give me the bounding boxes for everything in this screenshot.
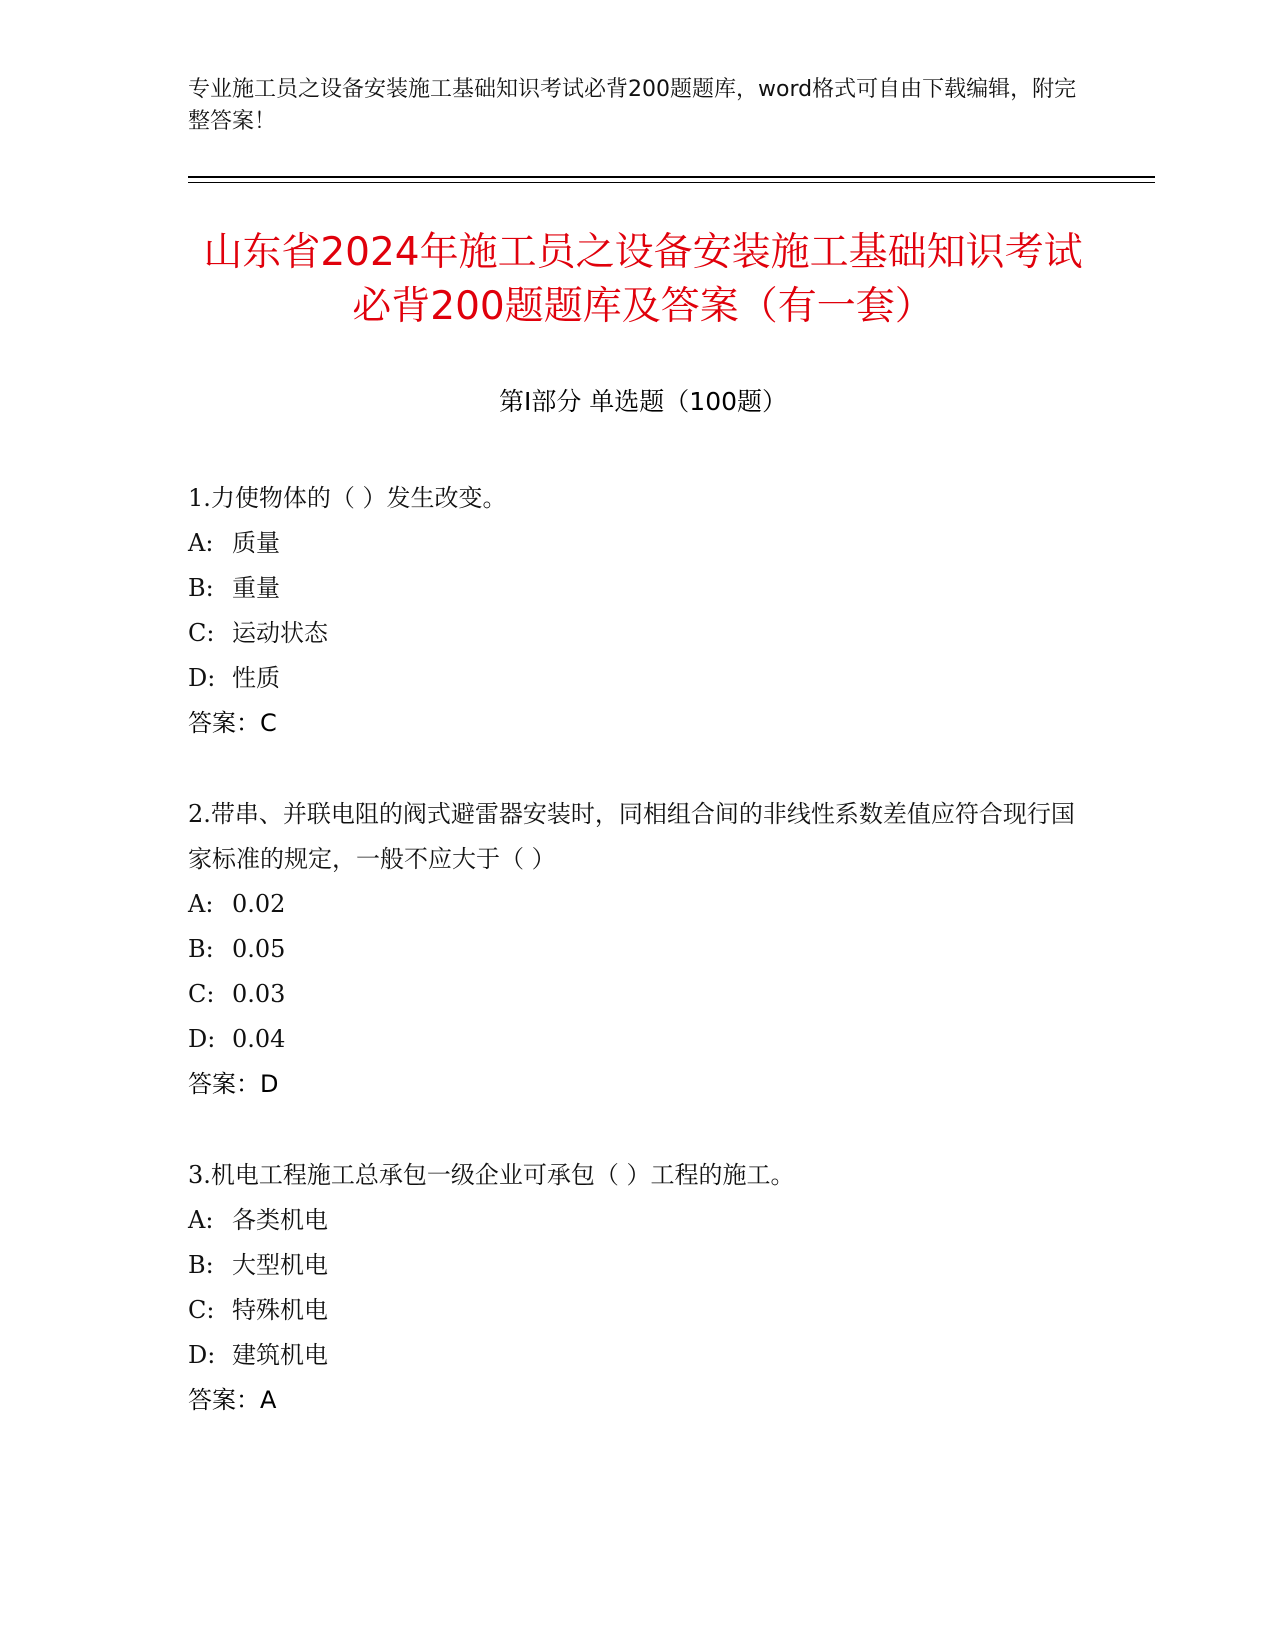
header-note: 专业施工员之设备安装施工基础知识考试必背200题题库，word格式可自由下载编辑，附完整答案！ [188,77,1077,134]
section-heading: 第I部分 单选题（100题） [498,387,788,416]
option-key: B: [188,1251,214,1279]
option-text: 各类机电 [232,1206,328,1234]
answer-label: 答案： [188,1386,260,1414]
option-key: D: [188,1025,216,1053]
answer-line [188,701,1088,746]
option-text: 0.04 [232,1025,286,1053]
question-stem: 2.带串、并联电阻的阀式避雷器安装时，同相组合间的非线性系数差值应符合现行国家标准的规定，一般不应大于（ ） [188,800,1075,873]
option-d [188,656,1088,701]
option-c [188,972,1088,1017]
question-2 [188,792,1088,1107]
option-text: 重量 [232,574,280,602]
answer-line [188,1378,1088,1423]
option-text: 0.05 [232,935,286,963]
header-divider-thick [188,176,1155,178]
option-text: 质量 [232,529,280,557]
option-d [188,1017,1088,1062]
answer-line [188,1062,1088,1107]
option-text: 0.02 [232,890,286,918]
option-c [188,1288,1088,1333]
option-key: B: [188,574,214,602]
option-text: 特殊机电 [232,1296,328,1324]
option-key: C: [188,619,215,647]
question-list [188,476,1088,1469]
option-text: 0.03 [232,980,286,1008]
answer-label: 答案： [188,1070,260,1098]
option-key: D: [188,664,216,692]
question-stem: 3.机电工程施工总承包一级企业可承包（ ）工程的施工。 [188,1161,795,1189]
option-b [188,1243,1088,1288]
option-a [188,521,1088,566]
option-key: A: [188,1206,214,1234]
answer-label: 答案： [188,709,260,737]
option-a [188,882,1088,927]
option-d [188,1333,1088,1378]
question-3 [188,1153,1088,1423]
question-stem: 1.力使物体的（ ）发生改变。 [188,484,507,512]
option-b [188,927,1088,972]
option-text: 大型机电 [232,1251,328,1279]
answer-value: A [260,1386,277,1414]
option-key: B: [188,935,214,963]
answer-value: C [260,709,277,737]
option-text: 建筑机电 [232,1341,328,1369]
option-key: C: [188,980,215,1008]
header-divider-thin [188,182,1155,183]
option-key: A: [188,890,214,918]
option-a [188,1198,1088,1243]
option-text: 性质 [232,664,280,692]
option-key: D: [188,1341,216,1369]
option-c [188,611,1088,656]
option-key: A: [188,529,214,557]
option-b [188,566,1088,611]
document-title: 山东省2024年施工员之设备安装施工基础知识考试必背200题题库及答案（有一套） [203,230,1083,329]
option-text: 运动状态 [232,619,328,647]
answer-value: D [260,1070,279,1098]
option-key: C: [188,1296,215,1324]
question-1 [188,476,1088,746]
